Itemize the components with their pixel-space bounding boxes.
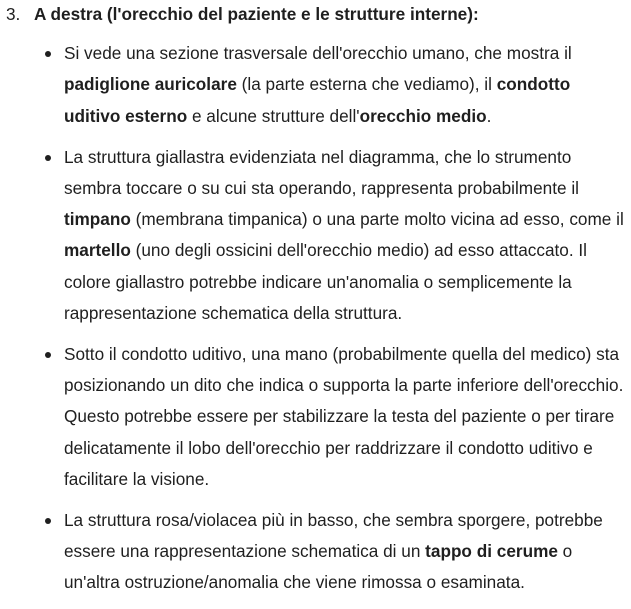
bullet-text: (uno degli ossicini dell'orecchio medio) ad esso attaccato. Il colore giallastro potrebbe indicare un'anomalia o semplicemente la rappresentazione schematica della struttura. xyxy=(64,240,587,323)
bold-term: padiglione auricolare xyxy=(64,74,237,95)
bold-term: martello xyxy=(64,240,131,261)
bullet-text: (la parte esterna che vediamo), il xyxy=(236,74,497,95)
bold-term: condotto uditivo esterno xyxy=(64,74,571,126)
bullet-dot-icon xyxy=(45,155,51,161)
bullet-text: . xyxy=(486,105,492,126)
bullet-text: Si vede una sezione trasversale dell'orecchio umano, che mostra il xyxy=(64,43,572,64)
item-heading: A destra (l'orecchio del paziente e le strutture interne): xyxy=(34,4,479,24)
list-item-3 xyxy=(6,0,631,609)
bullet-dot-icon xyxy=(45,51,51,57)
item-header xyxy=(6,0,631,30)
bold-term: timpano xyxy=(64,209,131,230)
bullet-text: La struttura rosa/violacea più in basso, che sembra sporgere, potrebbe essere una rappresentazione schematica di un xyxy=(64,510,603,562)
bullet-list xyxy=(6,38,631,598)
bullet-text: Sotto il condotto uditivo, una mano (probabilmente quella del medico) sta posizionando un dito che indica o supporta la parte inferiore dell'orecchio. Questo potrebbe essere per stabilizzare la testa del paziente o per tirare delicatamente il lobo dell'orecchio per raddrizzare il condotto uditivo e facilitare la visione. xyxy=(64,344,624,489)
bullet-dot-icon xyxy=(45,352,51,358)
bullet-text: La struttura giallastra evidenziata nel diagramma, che lo strumento sembra toccare o su cui sta operando, rappresenta probabilmente il xyxy=(64,146,579,199)
bold-term: tappo di cerume xyxy=(425,541,558,562)
bullet-text: o un'altra ostruzione/anomalia che viene rimossa o esaminata. xyxy=(64,541,573,593)
bullet-dot-icon xyxy=(45,518,51,524)
item-number: 3. xyxy=(6,4,21,24)
bullet-item xyxy=(6,339,631,495)
bullet-text: e alcune strutture dell' xyxy=(187,105,360,126)
bullet-text: (membrana timpanica) o una parte molto vicina ad esso, come il xyxy=(130,209,624,230)
bullet-item xyxy=(6,505,631,599)
bullet-item xyxy=(6,38,631,132)
bold-term: orecchio medio xyxy=(359,105,487,126)
bullet-item xyxy=(6,142,631,329)
